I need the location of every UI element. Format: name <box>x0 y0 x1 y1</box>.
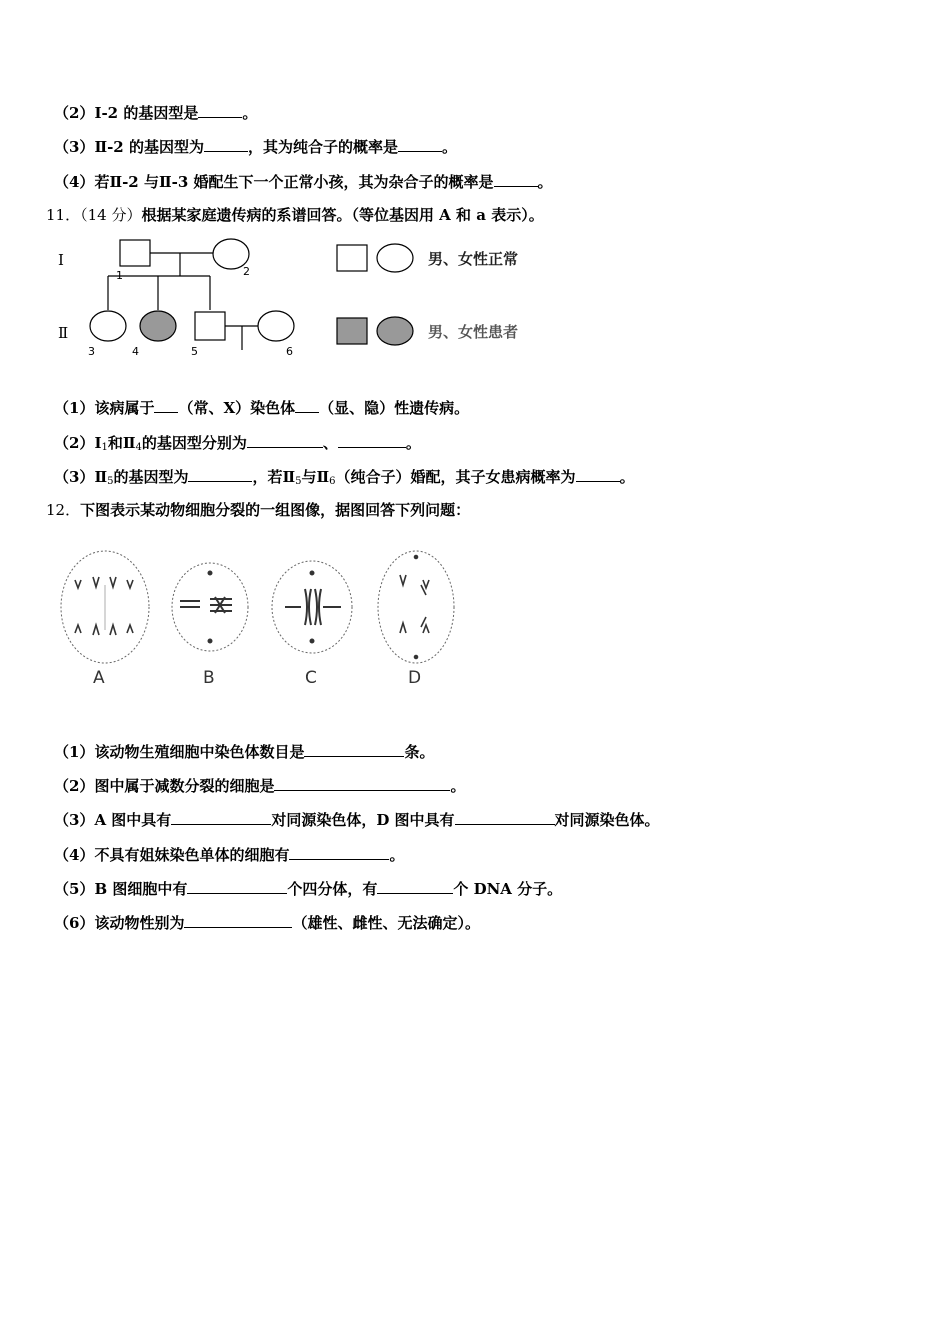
legend-normal-female <box>377 244 413 272</box>
q11-sub2: $(2)Ⅰ_1$和$Ⅱ_4$的基因型分别为 、 。 <box>54 434 421 453</box>
answer-blank[interactable] <box>455 809 555 825</box>
pedigree-id: 4 <box>132 345 139 358</box>
cell-label-c: C <box>305 668 317 688</box>
generation-ii-label: Ⅱ <box>58 324 69 342</box>
legend-normal-label: 男、女性正常 <box>428 250 519 268</box>
answer-blank[interactable] <box>289 844 389 860</box>
pedigree-id: 3 <box>88 345 95 358</box>
pedigree-id: 2 <box>243 265 250 278</box>
pedigree-figure <box>50 232 570 364</box>
q12-stem: 12．下图表示某动物细胞分裂的一组图像，据图回答下列问题： <box>46 501 471 519</box>
pedigree-id: 6 <box>286 345 293 358</box>
answer-blank[interactable] <box>494 171 538 187</box>
pedigree-i1-male <box>120 240 150 266</box>
q11-stem: 11．（14 分）根据某家庭遗传病的系谱回答。（等位基因用 A 和 a 表示）。 <box>46 206 544 224</box>
q12-sub3: （3）A 图中具有 对同源染色体，D 图中具有 对同源染色体。 <box>54 811 660 829</box>
answer-blank[interactable] <box>171 809 271 825</box>
answer-blank[interactable] <box>247 432 323 448</box>
pedigree-ii5-male <box>195 312 225 340</box>
pedigree-id: 1 <box>116 269 123 282</box>
answer-blank[interactable] <box>204 136 248 152</box>
cell-b-chromosomes <box>180 572 232 643</box>
answer-blank[interactable] <box>184 912 292 928</box>
answer-blank[interactable] <box>188 466 252 482</box>
legend-normal-male <box>337 245 367 271</box>
q12-sub1: （1）该动物生殖细胞中染色体数目是 条。 <box>54 743 435 761</box>
legend-affected-female <box>377 317 413 345</box>
cell-a-chromosomes <box>75 577 133 635</box>
q12-sub4: （4）不具有姐妹染色单体的细胞有 。 <box>54 846 405 864</box>
answer-blank[interactable] <box>187 878 287 894</box>
answer-blank[interactable] <box>398 136 442 152</box>
pedigree-ii3-female <box>90 311 126 341</box>
cell-c-chromosomes <box>285 572 341 643</box>
pedigree-ii6-female <box>258 311 294 341</box>
answer-blank[interactable] <box>338 432 406 448</box>
cell-d-chromosomes <box>400 556 429 659</box>
answer-blank[interactable] <box>154 397 178 413</box>
answer-blank[interactable] <box>295 397 319 413</box>
generation-i-label: Ⅰ <box>58 251 64 269</box>
cell-label-d: D <box>408 668 422 688</box>
cell-label-a: A <box>93 668 105 688</box>
legend-affected-label: 男、女性患者 <box>428 323 519 341</box>
q11-sub3: $(3)Ⅱ_5$的基因型为 ，若$Ⅱ_5$与$Ⅱ_6$（纯合子）婚配，其子女患病概率为 。 <box>54 468 635 487</box>
prev-q3: （3）Ⅱ-2 的基因型为 ，其为纯合子的概率是 。 <box>54 138 457 156</box>
prev-q4: （4）若Ⅱ-2 与Ⅱ-3 婚配生下一个正常小孩，其为杂合子的概率是 。 <box>54 173 553 191</box>
answer-blank[interactable] <box>198 102 242 118</box>
cell-division-figure <box>55 545 455 690</box>
q11-sub1: （1）该病属于 （常、X）染色体 （显、隐）性遗传病。 <box>54 399 470 417</box>
prev-q2: （2）Ⅰ-2 的基因型是 。 <box>54 104 258 122</box>
answer-blank[interactable] <box>304 741 404 757</box>
q12-sub2: （2）图中属于减数分裂的细胞是 。 <box>54 777 466 795</box>
q12-sub5: （5）B 图细胞中有 个四分体，有 个 DNA 分子。 <box>54 880 563 898</box>
answer-blank[interactable] <box>377 878 453 894</box>
cell-label-b: B <box>203 668 215 688</box>
answer-blank[interactable] <box>576 466 620 482</box>
q12-sub6: （6）该动物性别为 （雄性、雌性、无法确定）。 <box>54 914 480 932</box>
cell-d-membrane <box>378 551 454 663</box>
pedigree-id: 5 <box>191 345 198 358</box>
pedigree-ii4-affected-female <box>140 311 176 341</box>
answer-blank[interactable] <box>274 775 450 791</box>
legend-affected-male <box>337 318 367 344</box>
